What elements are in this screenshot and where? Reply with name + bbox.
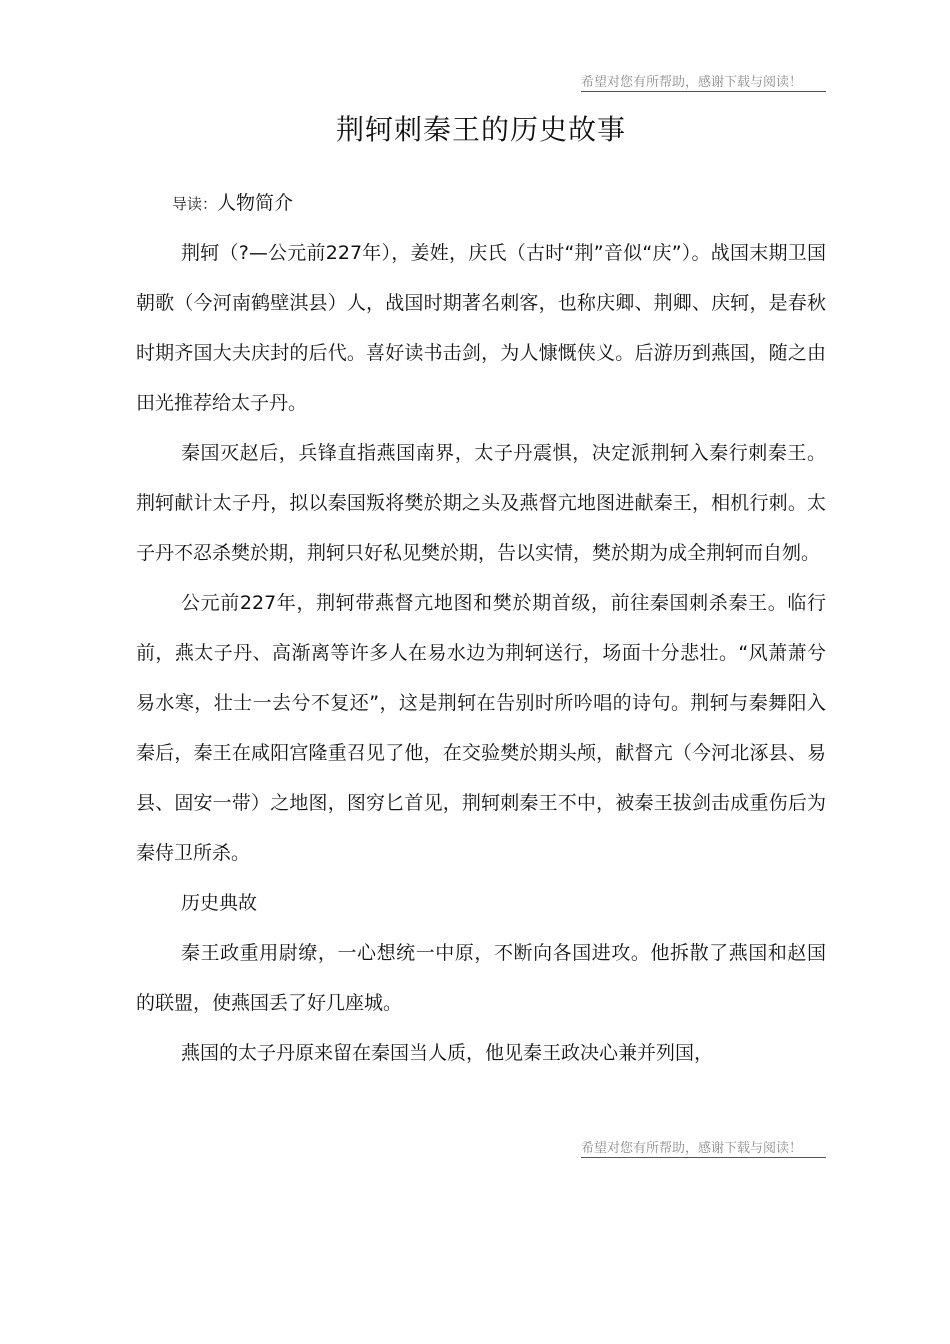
- lead-heading: 人物简介: [217, 192, 294, 214]
- paragraph-qin-expansion: 秦王政重用尉缭，一心想统一中原，不断向各国进攻。他拆散了燕国和赵国的联盟，使燕国丢了好几座城。: [136, 942, 826, 1014]
- paragraph-assassination: 公元前227年，荆轲带燕督亢地图和樊於期首级，前往秦国刺杀秦王。临行前，燕太子丹、高渐离等许多人在易水边为荆轲送行，场面十分悲壮。“风萧萧兮易水寒，壮士一去兮不复还”，这是荆轲在告别时所吟唱的诗句。荆轲与秦舞阳入秦后，秦王在咸阳宫隆重召见了他，在交验樊於期头颅，献督亢（今河北涿县、易县、固安一带）之地图，图穷匕首见，荆轲刺秦王不中，被秦王拔剑击成重伤后为秦侍卫所杀。: [136, 592, 826, 864]
- paragraph-intro: 荆轲（?—公元前227年），姜姓，庆氏（古时“荆”音似“庆”）。战国末期卫国朝歌（今河南鹤壁淇县）人，战国时期著名刺客，也称庆卿、荆卿、庆轲，是春秋时期齐国大夫庆封的后代。喜好读书击剑，为人慷慨侠义。后游历到燕国，随之由田光推荐给太子丹。: [136, 242, 826, 414]
- header-note: 希望对您有所帮助，感谢下载与阅读！: [581, 74, 826, 92]
- paragraph-prince-dan: 燕国的太子丹原来留在秦国当人质，他见秦王政决心兼并列国，: [181, 1042, 714, 1064]
- paragraph-plan: 秦国灭赵后，兵锋直指燕国南界，太子丹震惧，决定派荆轲入秦行刺秦王。荆轲献计太子丹，拟以秦国叛将樊於期之头及燕督亢地图进献秦王，相机行刺。太子丹不忍杀樊於期，荆轲只好私见樊於期，告以实情，樊於期为成全荆轲而自刎。: [136, 442, 826, 564]
- lead-prefix: 导读：: [172, 195, 218, 213]
- section-heading: 历史典故: [181, 892, 258, 914]
- page-title: 荆轲刺秦王的历史故事: [335, 113, 626, 146]
- article-body: [136, 228, 826, 1078]
- lead-line: [172, 188, 293, 215]
- footer-note: 希望对您有所帮助，感谢下载与阅读！: [581, 1140, 826, 1158]
